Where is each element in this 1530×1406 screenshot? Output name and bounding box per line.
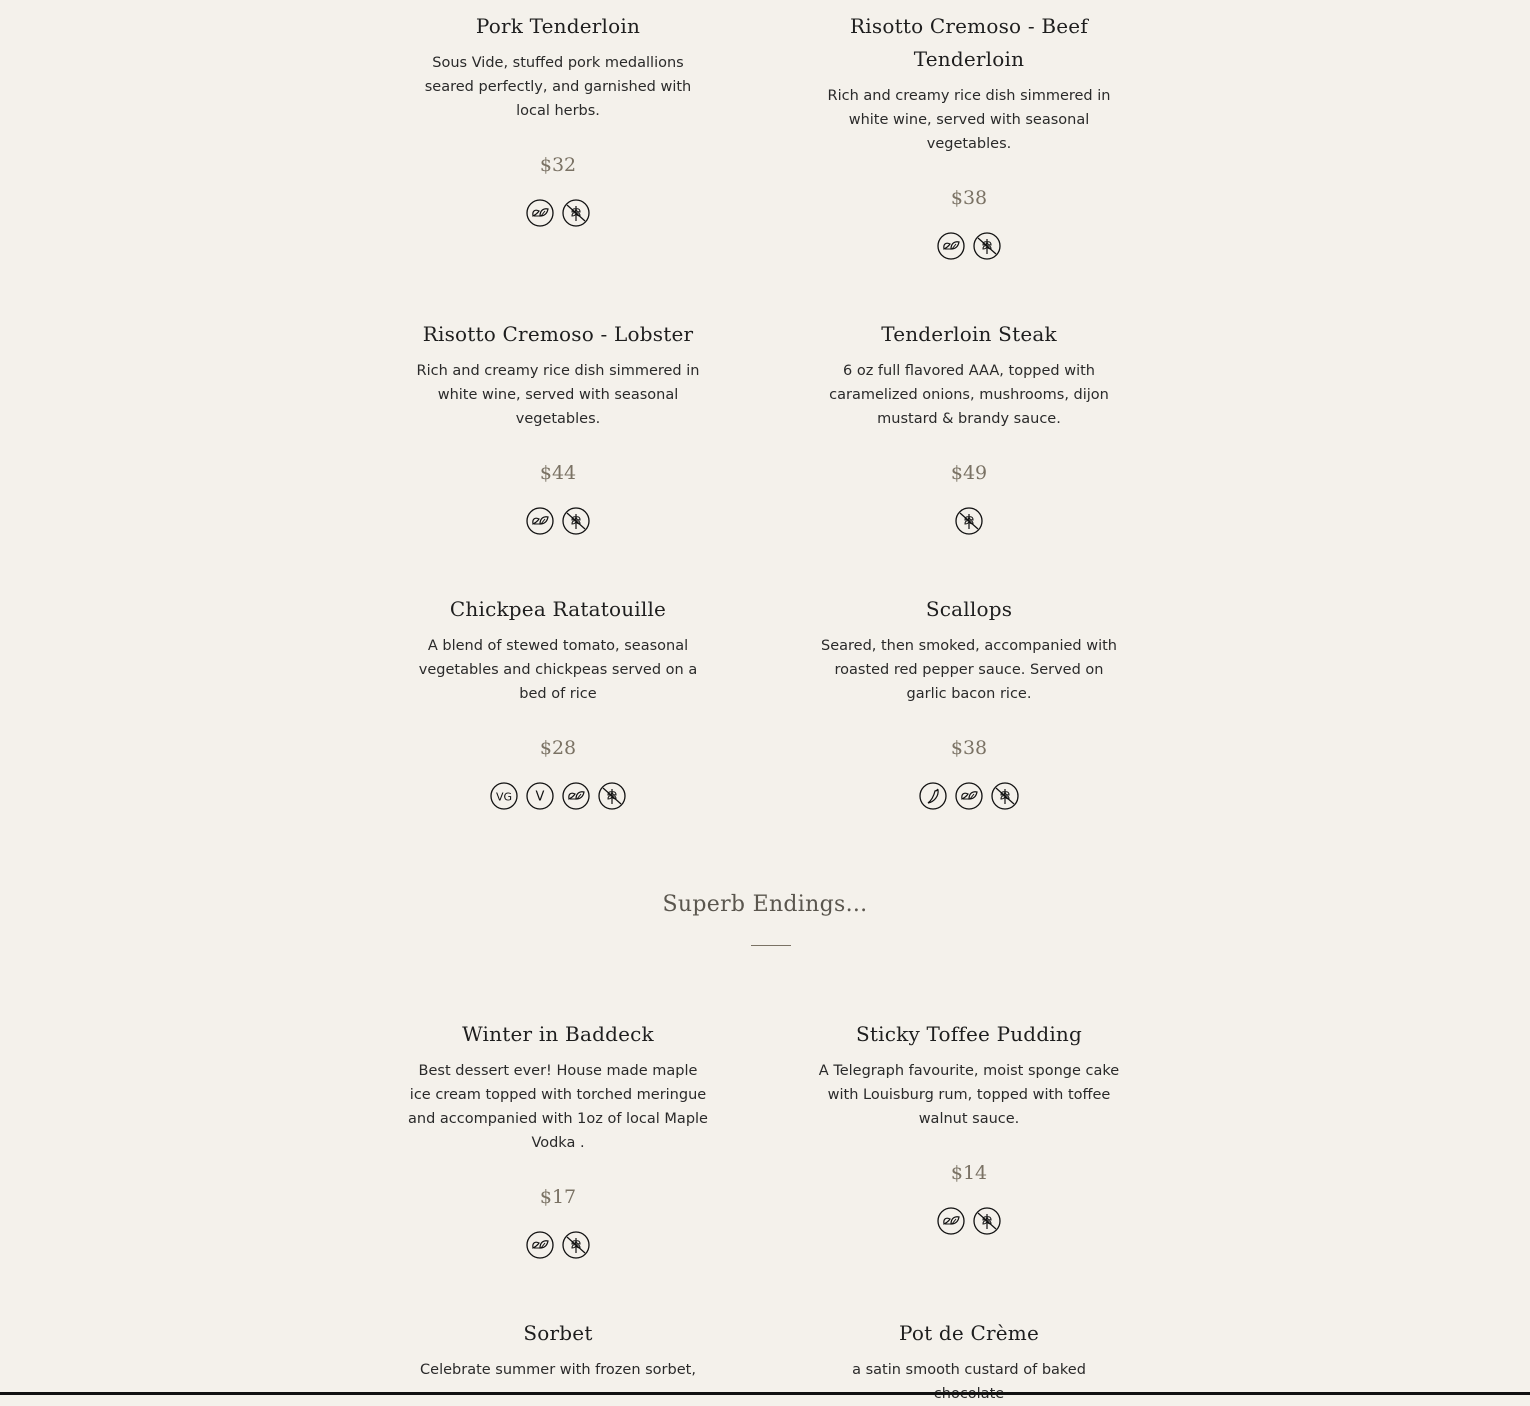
chili-icon: [919, 782, 947, 810]
menu-item-price: $49: [950, 462, 988, 484]
menu-item-price: $44: [539, 462, 577, 484]
menu-item: [393, 593, 723, 810]
menu-item-name: Tenderloin Steak: [881, 322, 1057, 346]
menu-item-name: Chickpea Ratatouille: [449, 597, 667, 621]
menu-item-description: 6 oz full flavored AAA, topped with caramelized onions, mushrooms, dijon mustard & brandy sauce.: [829, 363, 1109, 427]
section-divider: [751, 945, 791, 946]
menu-item: [804, 1018, 1134, 1235]
menu-item: [804, 10, 1134, 260]
dietary-icons: [393, 199, 723, 227]
menu-item-description: Celebrate summer with frozen sorbet,: [420, 1362, 696, 1378]
menu-item: [804, 593, 1134, 810]
dietary-icons: [393, 782, 723, 810]
leaf-icon: [526, 1231, 554, 1259]
menu-item-description: Sous Vide, stuffed pork medallions seared perfectly, and garnished with local herbs.: [424, 55, 692, 119]
gluten-free-icon: [973, 232, 1001, 260]
gluten-free-icon: [598, 782, 626, 810]
menu-item-price: $32: [539, 154, 577, 176]
dietary-icons: [393, 507, 723, 535]
menu-item: [393, 1018, 723, 1259]
gluten-free-icon: [973, 1207, 1001, 1235]
leaf-icon: [526, 199, 554, 227]
leaf-icon: [562, 782, 590, 810]
leaf-icon: [937, 232, 965, 260]
menu-item-name: Sticky Toffee Pudding: [856, 1022, 1082, 1046]
menu-item-name: Pork Tenderloin: [475, 14, 641, 38]
menu-item-name: Winter in Baddeck: [462, 1022, 654, 1046]
leaf-icon: [526, 507, 554, 535]
gluten-free-icon: [562, 199, 590, 227]
dietary-icons: [804, 1207, 1134, 1235]
menu-item-price: $17: [539, 1186, 577, 1208]
vegetarian-icon: [526, 782, 554, 810]
gluten-free-icon: [562, 507, 590, 535]
menu-item-description: Seared, then smoked, accompanied with roasted red pepper sauce. Served on garlic bacon rice.: [821, 638, 1117, 702]
menu-item-description: A Telegraph favourite, moist sponge cake with Louisburg rum, topped with toffee walnut sauce.: [818, 1063, 1120, 1127]
menu-item: [804, 318, 1134, 535]
menu-item-price: $28: [539, 737, 577, 759]
menu-item-name: Scallops: [925, 597, 1013, 621]
leaf-icon: [955, 782, 983, 810]
menu-item-price: $38: [950, 187, 988, 209]
dietary-icons: [393, 1231, 723, 1259]
menu-item-description: Rich and creamy rice dish simmered in white wine, served with seasonal vegetables.: [416, 363, 700, 427]
menu-item-price: $14: [950, 1162, 988, 1184]
gluten-free-icon: [955, 507, 983, 535]
gluten-free-icon: [562, 1231, 590, 1259]
menu-item-description: Rich and creamy rice dish simmered in white wine, served with seasonal vegetables.: [827, 88, 1111, 152]
menu-item-name: Pot de Crème: [899, 1321, 1039, 1345]
menu-item-description: a satin smooth custard of baked: [852, 1362, 1086, 1378]
menu-item-description: A blend of stewed tomato, seasonal vegetables and chickpeas served on a bed of rice: [418, 638, 698, 702]
svg-text:VG: VG: [495, 790, 513, 804]
menu-item-price: $38: [950, 737, 988, 759]
gluten-free-icon: [991, 782, 1019, 810]
menu-item-description: Best dessert ever! House made maple ice cream topped with torched meringue and accompanied with 1oz of local Maple Vodka .: [408, 1063, 708, 1151]
dietary-icons: [804, 507, 1134, 535]
dietary-icons: [804, 782, 1134, 810]
menu-item-name: Sorbet: [523, 1321, 593, 1345]
vegan-icon: [490, 782, 518, 810]
section-title: Superb Endings...: [662, 892, 868, 917]
dietary-icons: [804, 232, 1134, 260]
leaf-icon: [937, 1207, 965, 1235]
menu-item-name: Risotto Cremoso - Lobster: [422, 322, 694, 346]
menu-item: [393, 318, 723, 535]
menu-item-name: Risotto Cremoso - Beef Tenderloin: [850, 14, 1088, 71]
svg-text:V: V: [535, 789, 545, 805]
menu-item: [393, 10, 723, 227]
menu-item: [393, 1317, 723, 1382]
